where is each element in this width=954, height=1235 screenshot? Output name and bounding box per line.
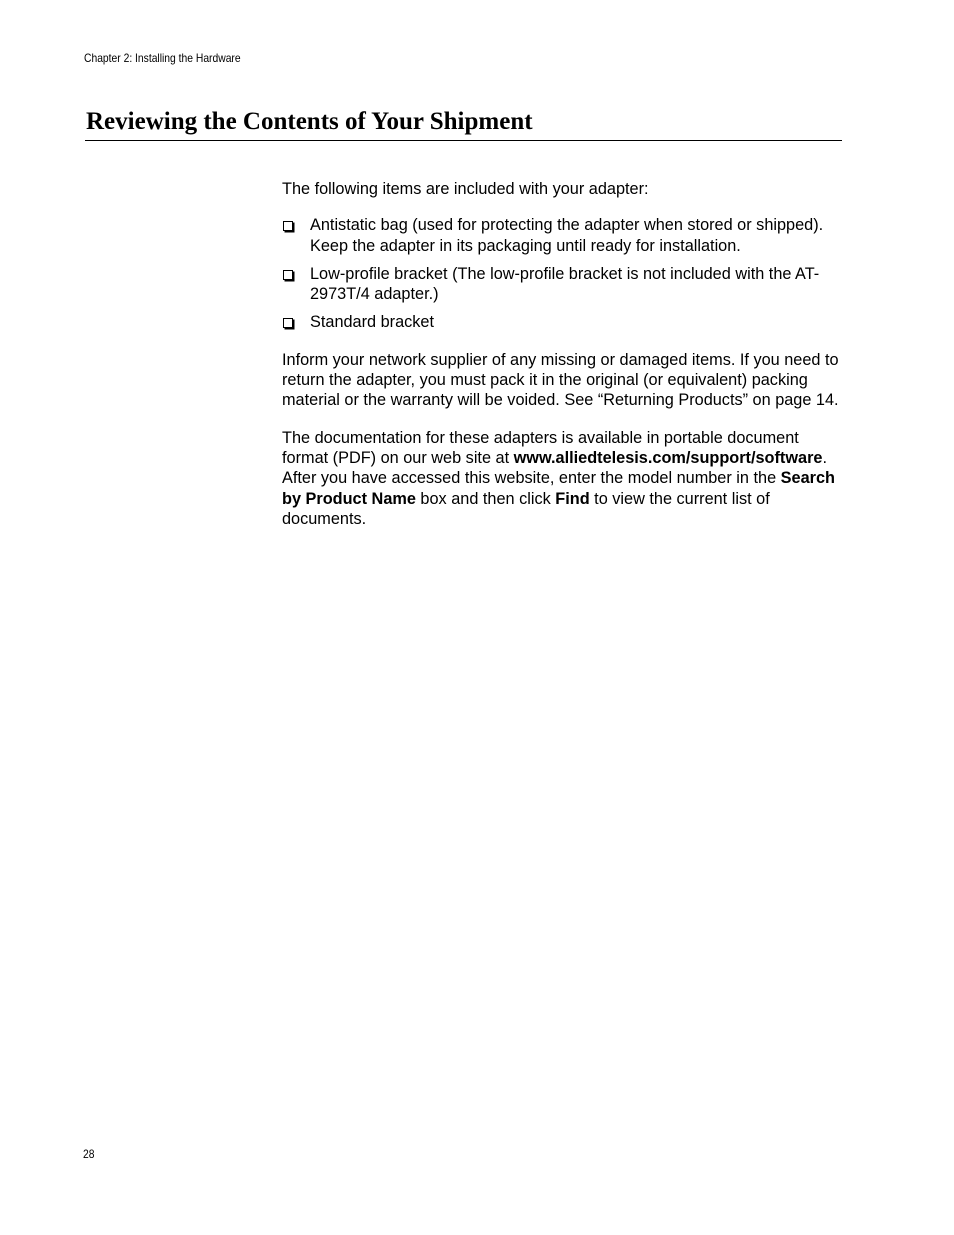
support-url-link[interactable]: www.alliedtelesis.com/support/software	[513, 448, 823, 467]
documentation-text: box and then click	[415, 489, 556, 508]
shipment-items-list	[282, 215, 842, 332]
intro-text: The following items are included with your adapter:	[282, 180, 649, 198]
running-header: Chapter 2: Installing the Hardware	[84, 51, 241, 65]
page-number: 28	[83, 1147, 95, 1161]
search-box-label: Search by Product Name	[282, 469, 835, 508]
list-item-text: Antistatic bag (used for protecting the adapter when stored or shipped). Keep the adapter in its packaging until ready for installation.	[310, 216, 824, 255]
checkbox-bullet-icon	[283, 221, 293, 231]
list-item	[282, 312, 842, 332]
documentation-text: to view the current list of documents.	[282, 489, 770, 528]
documentation-text: The documentation for these adapters is available in portable document format (PDF) on our web site at	[282, 428, 799, 467]
list-item	[282, 215, 842, 256]
list-item	[282, 264, 842, 305]
title-rule	[85, 140, 842, 141]
list-item-text: Low-profile bracket (The low-profile bracket is not included with the AT-2973T/4 adapter.)	[310, 264, 820, 304]
documentation-text: . After you have accessed this website, enter the model number in the	[282, 448, 827, 488]
missing-items-paragraph: Inform your network supplier of any missing or damaged items. If you need to return the adapter, you must pack it in the original (or equivalent) packing material or the warranty will be voided. See “Returning Products” on page 14.	[282, 350, 839, 410]
find-button-label: Find	[555, 489, 590, 508]
checkbox-bullet-icon	[283, 318, 293, 328]
list-item-text: Standard bracket	[310, 313, 434, 332]
section-title: Reviewing the Contents of Your Shipment	[86, 108, 533, 135]
checkbox-bullet-icon	[283, 270, 293, 280]
documentation-paragraph	[282, 428, 842, 529]
section-body	[282, 179, 842, 529]
